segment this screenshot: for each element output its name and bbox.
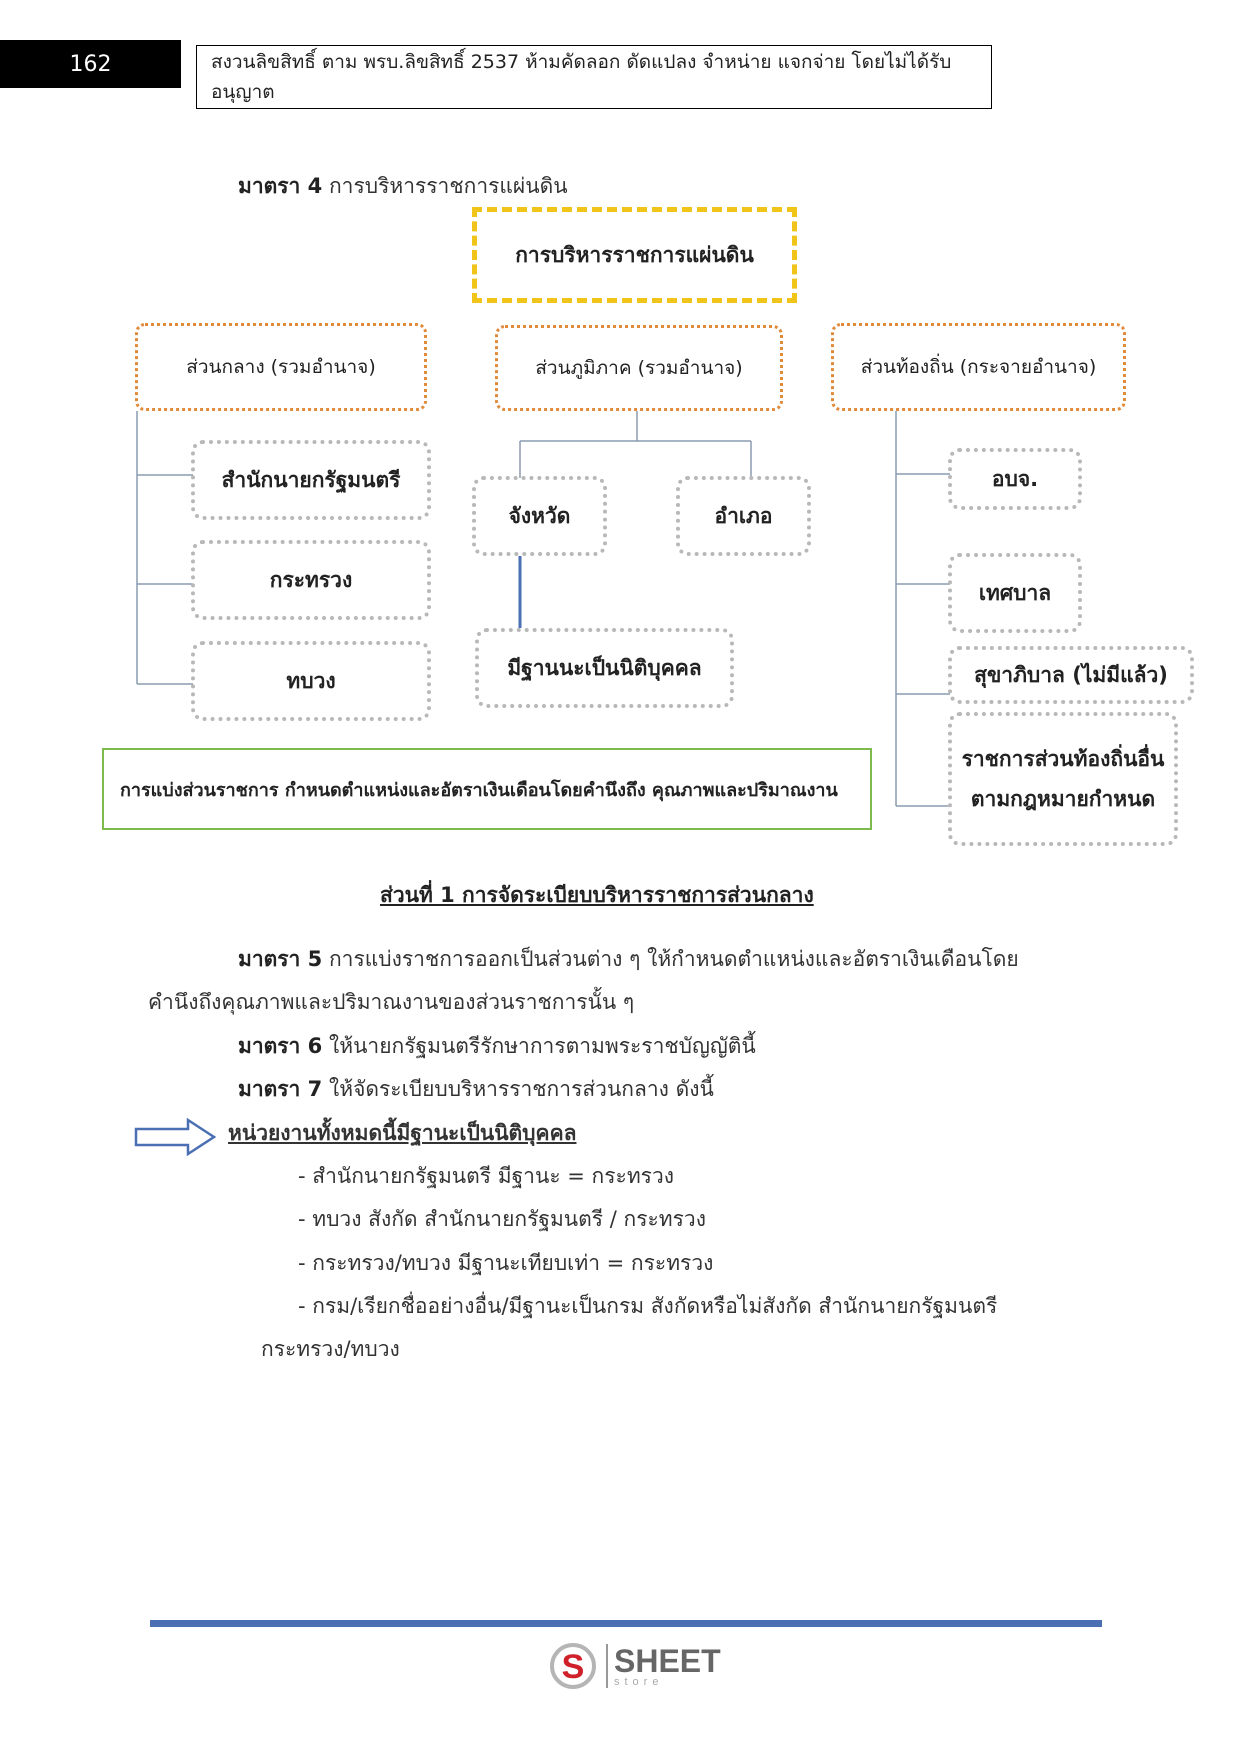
section-6-text: ให้นายกรัฐมนตรีรักษาการตามพระราชบัญญัตินี้	[328, 1034, 756, 1058]
list-item: - ทบวง สังกัด สำนักนายกรัฐมนตรี / กระทรวง	[298, 1207, 706, 1231]
section-7	[238, 1073, 714, 1106]
section-5-line-1	[238, 943, 1019, 976]
root-box: การบริหารราชการแผ่นดิน	[472, 207, 797, 303]
local-child-other	[948, 712, 1178, 846]
local-other-line-1: ราชการส่วนท้องถิ่นอื่น	[961, 747, 1165, 771]
local-child-sanitary: สุขาภิบาล (ไม่มีแล้ว)	[948, 646, 1194, 704]
footer-divider	[150, 1620, 1102, 1627]
sheet-logo-icon	[548, 1640, 602, 1692]
classification-note-box: การแบ่งส่วนราชการ กำหนดตำแหน่งและอัตราเงินเดือนโดยคำนึงถึง คุณภาพและปริมาณงาน	[102, 748, 872, 830]
regional-juristic-note: มีฐานนะเป็นนิติบุคคล	[475, 628, 734, 708]
list-item: - กระทรวง/ทบวง มีฐานะเทียบเท่า = กระทรวง	[298, 1251, 714, 1275]
section-6	[238, 1030, 756, 1063]
arrow-right-icon	[132, 1117, 218, 1157]
footer-logo	[548, 1640, 721, 1692]
section-5-label: มาตรา 5	[238, 947, 323, 971]
part-1-title: ส่วนที่ 1 การจัดระเบียบบริหารราชการส่วนกลาง	[380, 883, 814, 907]
section-5-text: การแบ่งราชการออกเป็นส่วนต่าง ๆ ให้กำหนดตำแหน่งและอัตราเงินเดือนโดย	[328, 947, 1019, 971]
section-4-label: มาตรา 4	[238, 174, 323, 198]
juristic-highlight: หน่วยงานทั้งหมดนี้มีฐานะเป็นนิติบุคคล	[228, 1121, 577, 1145]
regional-child-province: จังหวัด	[472, 476, 607, 556]
local-child-pao: อบจ.	[948, 448, 1082, 510]
local-other-line-2: ตามกฎหมายกำหนด	[970, 787, 1156, 811]
central-child-ministry: กระทรวง	[191, 540, 431, 620]
footer-brand: SHEET	[614, 1642, 721, 1679]
footer-brand-sub: store	[614, 1675, 664, 1688]
svg-text:S: S	[561, 1648, 585, 1686]
list-item: - กรม/เรียกชื่ออย่างอื่น/มีฐานะเป็นกรม สังกัดหรือไม่สังกัด สำนักนายกรัฐมนตรี	[298, 1294, 998, 1318]
page-number: 162	[0, 40, 181, 88]
local-box: ส่วนท้องถิ่น (กระจายอำนาจ)	[831, 323, 1126, 411]
local-child-municipality: เทศบาล	[948, 553, 1082, 633]
regional-child-district: อำเภอ	[676, 476, 811, 556]
central-box: ส่วนกลาง (รวมอำนาจ)	[135, 323, 427, 411]
section-5-line-2: คำนึงถึงคุณภาพและปริมาณงานของส่วนราชการนั้น ๆ	[148, 990, 635, 1014]
section-7-label: มาตรา 7	[238, 1077, 323, 1101]
copyright-notice: สงวนลิขสิทธิ์ ตาม พรบ.ลิขสิทธิ์ 2537 ห้ามคัดลอก ดัดแปลง จำหน่าย แจกจ่าย โดยไม่ได้รับอนุญาต	[196, 45, 992, 109]
section-4-text: การบริหารราชการแผ่นดิน	[328, 174, 568, 198]
regional-box: ส่วนภูมิภาค (รวมอำนาจ)	[495, 325, 783, 411]
central-child-pm-office: สำนักนายกรัฐมนตรี	[191, 440, 431, 520]
section-7-text: ให้จัดระเบียบบริหารราชการส่วนกลาง ดังนี้	[328, 1077, 714, 1101]
section-6-label: มาตรา 6	[238, 1034, 323, 1058]
central-child-sub-ministry: ทบวง	[191, 641, 431, 721]
list-item-continuation: กระทรวง/ทบวง	[261, 1337, 400, 1361]
list-item: - สำนักนายกรัฐมนตรี มีฐานะ = กระทรวง	[298, 1164, 675, 1188]
